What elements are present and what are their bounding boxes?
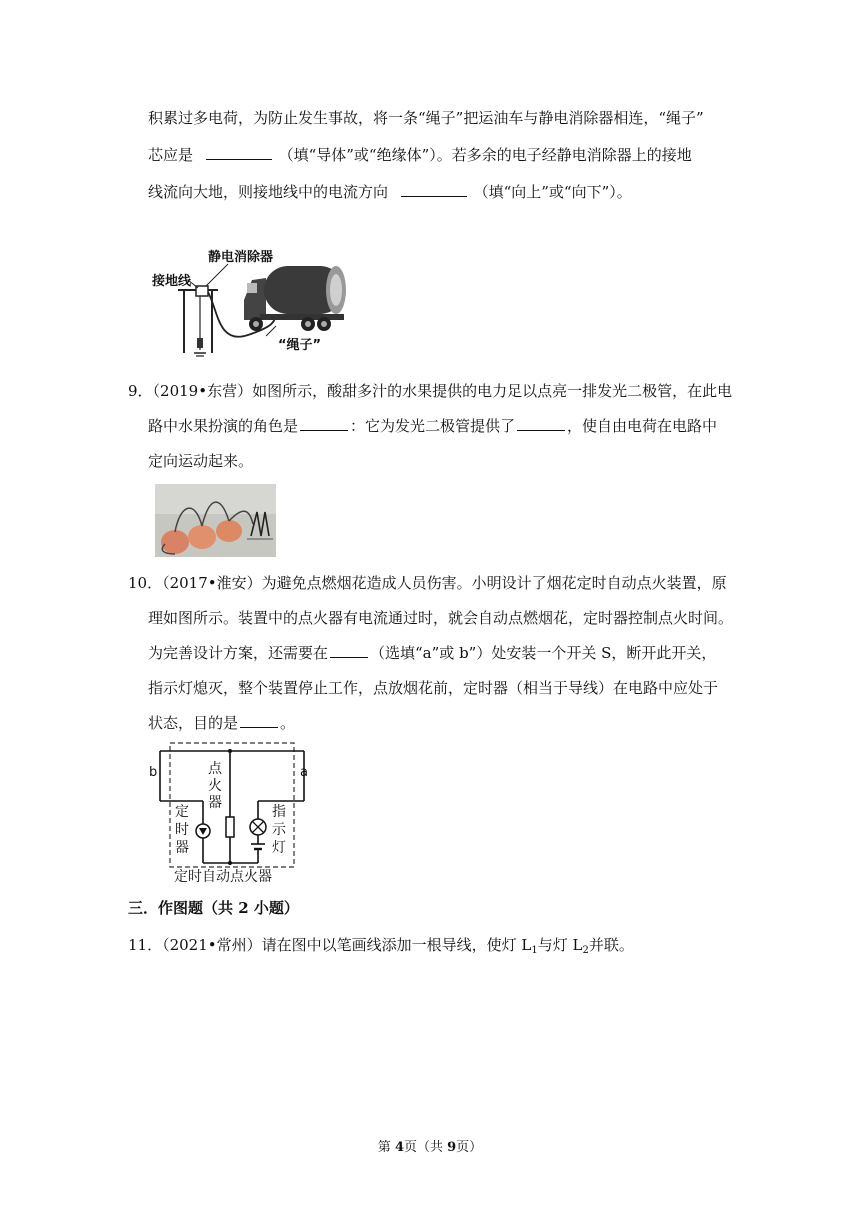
q8-blank-1[interactable] bbox=[206, 145, 272, 160]
q10-line-5-b: 。 bbox=[280, 714, 296, 732]
ignition-circuit-figure bbox=[148, 741, 318, 889]
q11-line-1 bbox=[128, 935, 634, 961]
q8-line-3-a: 线流向大地，则接地线中的电流方向 bbox=[148, 183, 389, 201]
q11-post: 并联。 bbox=[588, 936, 634, 954]
q11-pre: 11．（2021•常州）请在图中以笔画线添加一根导线，使灯 L bbox=[128, 936, 532, 954]
q9-line-2-b: ：它为发光二极管提供了 bbox=[350, 417, 516, 435]
lamp-label-1: 指 bbox=[272, 804, 286, 820]
q10-blank-2[interactable] bbox=[240, 713, 278, 728]
q8-line-3 bbox=[148, 182, 632, 202]
q10-line-4: 指示灯熄灭，整个装置停止工作，点放烟花前，定时器（相当于导线）在电路中应处于 bbox=[148, 679, 719, 697]
lamp-label-3: 灯 bbox=[272, 840, 286, 856]
timer-label-2: 时 bbox=[175, 822, 189, 838]
q11-mid: 与灯 L bbox=[537, 936, 583, 954]
q9-blank-1[interactable] bbox=[300, 416, 348, 431]
q9-line-1: 9．（2019•东营）如图所示，酸甜多汁的水果提供的电力足以点亮一排发光二极管，在此电 bbox=[128, 382, 733, 400]
circuit-caption: 定时自动点火器 bbox=[174, 869, 272, 885]
q10-line-3-a: 为完善设计方案，还需要在 bbox=[148, 644, 329, 662]
q8-line-1: 积累过多电荷，为防止发生事故，将一条“绳子”把运油车与静电消除器相连，“绳子” bbox=[148, 109, 704, 127]
footer-total-pages: 9 bbox=[447, 1140, 457, 1155]
label-static-eliminator: 静电消除器 bbox=[208, 250, 274, 265]
q9-line-2-a: 路中水果扮演的角色是 bbox=[148, 417, 299, 435]
q9-line-3: 定向运动起来。 bbox=[148, 452, 254, 470]
q8-blank-2[interactable] bbox=[401, 182, 467, 197]
q10-line-3-b: （选填“a”或 b”）处安装一个开关 S，断开此开关， bbox=[370, 644, 717, 662]
lamp-label bbox=[272, 803, 286, 857]
terminal-b-label: b bbox=[149, 765, 158, 780]
q10-line-3 bbox=[148, 643, 716, 663]
q10-line-5 bbox=[148, 713, 295, 733]
footer-page-number: 4 bbox=[394, 1140, 404, 1155]
q10-line-1: 10．（2017•淮安）为避免点燃烟花造成人员伤害。小明设计了烟花定时自动点火装置，原 bbox=[128, 574, 727, 592]
q9-line-2-c: ，使自由电荷在电路中 bbox=[567, 417, 718, 435]
section-3-heading: 三．作图题（共 2 小题） bbox=[128, 899, 299, 917]
q8-line-2-b: （填“导体”或“绝缘体”）。若多余的电子经静电消除器上的接地 bbox=[278, 146, 692, 164]
q9-blank-2[interactable] bbox=[517, 416, 565, 431]
q8-line-3-b: （填“向上”或“向下”）。 bbox=[473, 183, 632, 201]
footer-pre: 第 bbox=[377, 1140, 395, 1155]
label-ground-wire: 接地线 bbox=[152, 274, 192, 289]
label-rope: “绳子” bbox=[278, 338, 322, 353]
tanker-figure bbox=[148, 250, 358, 360]
q10-line-2: 理如图所示。装置中的点火器有电流通过时，就会自动点燃烟花，定时器控制点火时间。 bbox=[148, 609, 734, 627]
q10-blank-1[interactable] bbox=[330, 643, 368, 658]
q11-sub-2: 2 bbox=[582, 945, 589, 956]
q8-line-2 bbox=[148, 145, 692, 165]
igniter-label-1: 点 bbox=[208, 761, 222, 777]
q9-line-2 bbox=[148, 416, 717, 436]
terminal-a-label: a bbox=[300, 765, 308, 780]
q8-line-2-a: 芯应是 bbox=[148, 146, 194, 164]
igniter-label bbox=[208, 761, 222, 812]
page-footer bbox=[0, 1138, 860, 1158]
footer-mid: 页（共 bbox=[403, 1140, 448, 1155]
q11-sub-1: 1 bbox=[531, 945, 538, 956]
timer-label-3: 器 bbox=[175, 840, 189, 856]
fruit-battery-photo bbox=[155, 484, 276, 557]
footer-post: 页） bbox=[456, 1140, 483, 1155]
igniter-label-3: 器 bbox=[208, 795, 222, 811]
q10-line-5-a: 状态，目的是 bbox=[148, 714, 239, 732]
timer-label bbox=[175, 803, 189, 857]
timer-label-1: 定 bbox=[175, 804, 189, 820]
lamp-label-2: 示 bbox=[272, 822, 286, 838]
igniter-label-2: 火 bbox=[208, 778, 222, 794]
